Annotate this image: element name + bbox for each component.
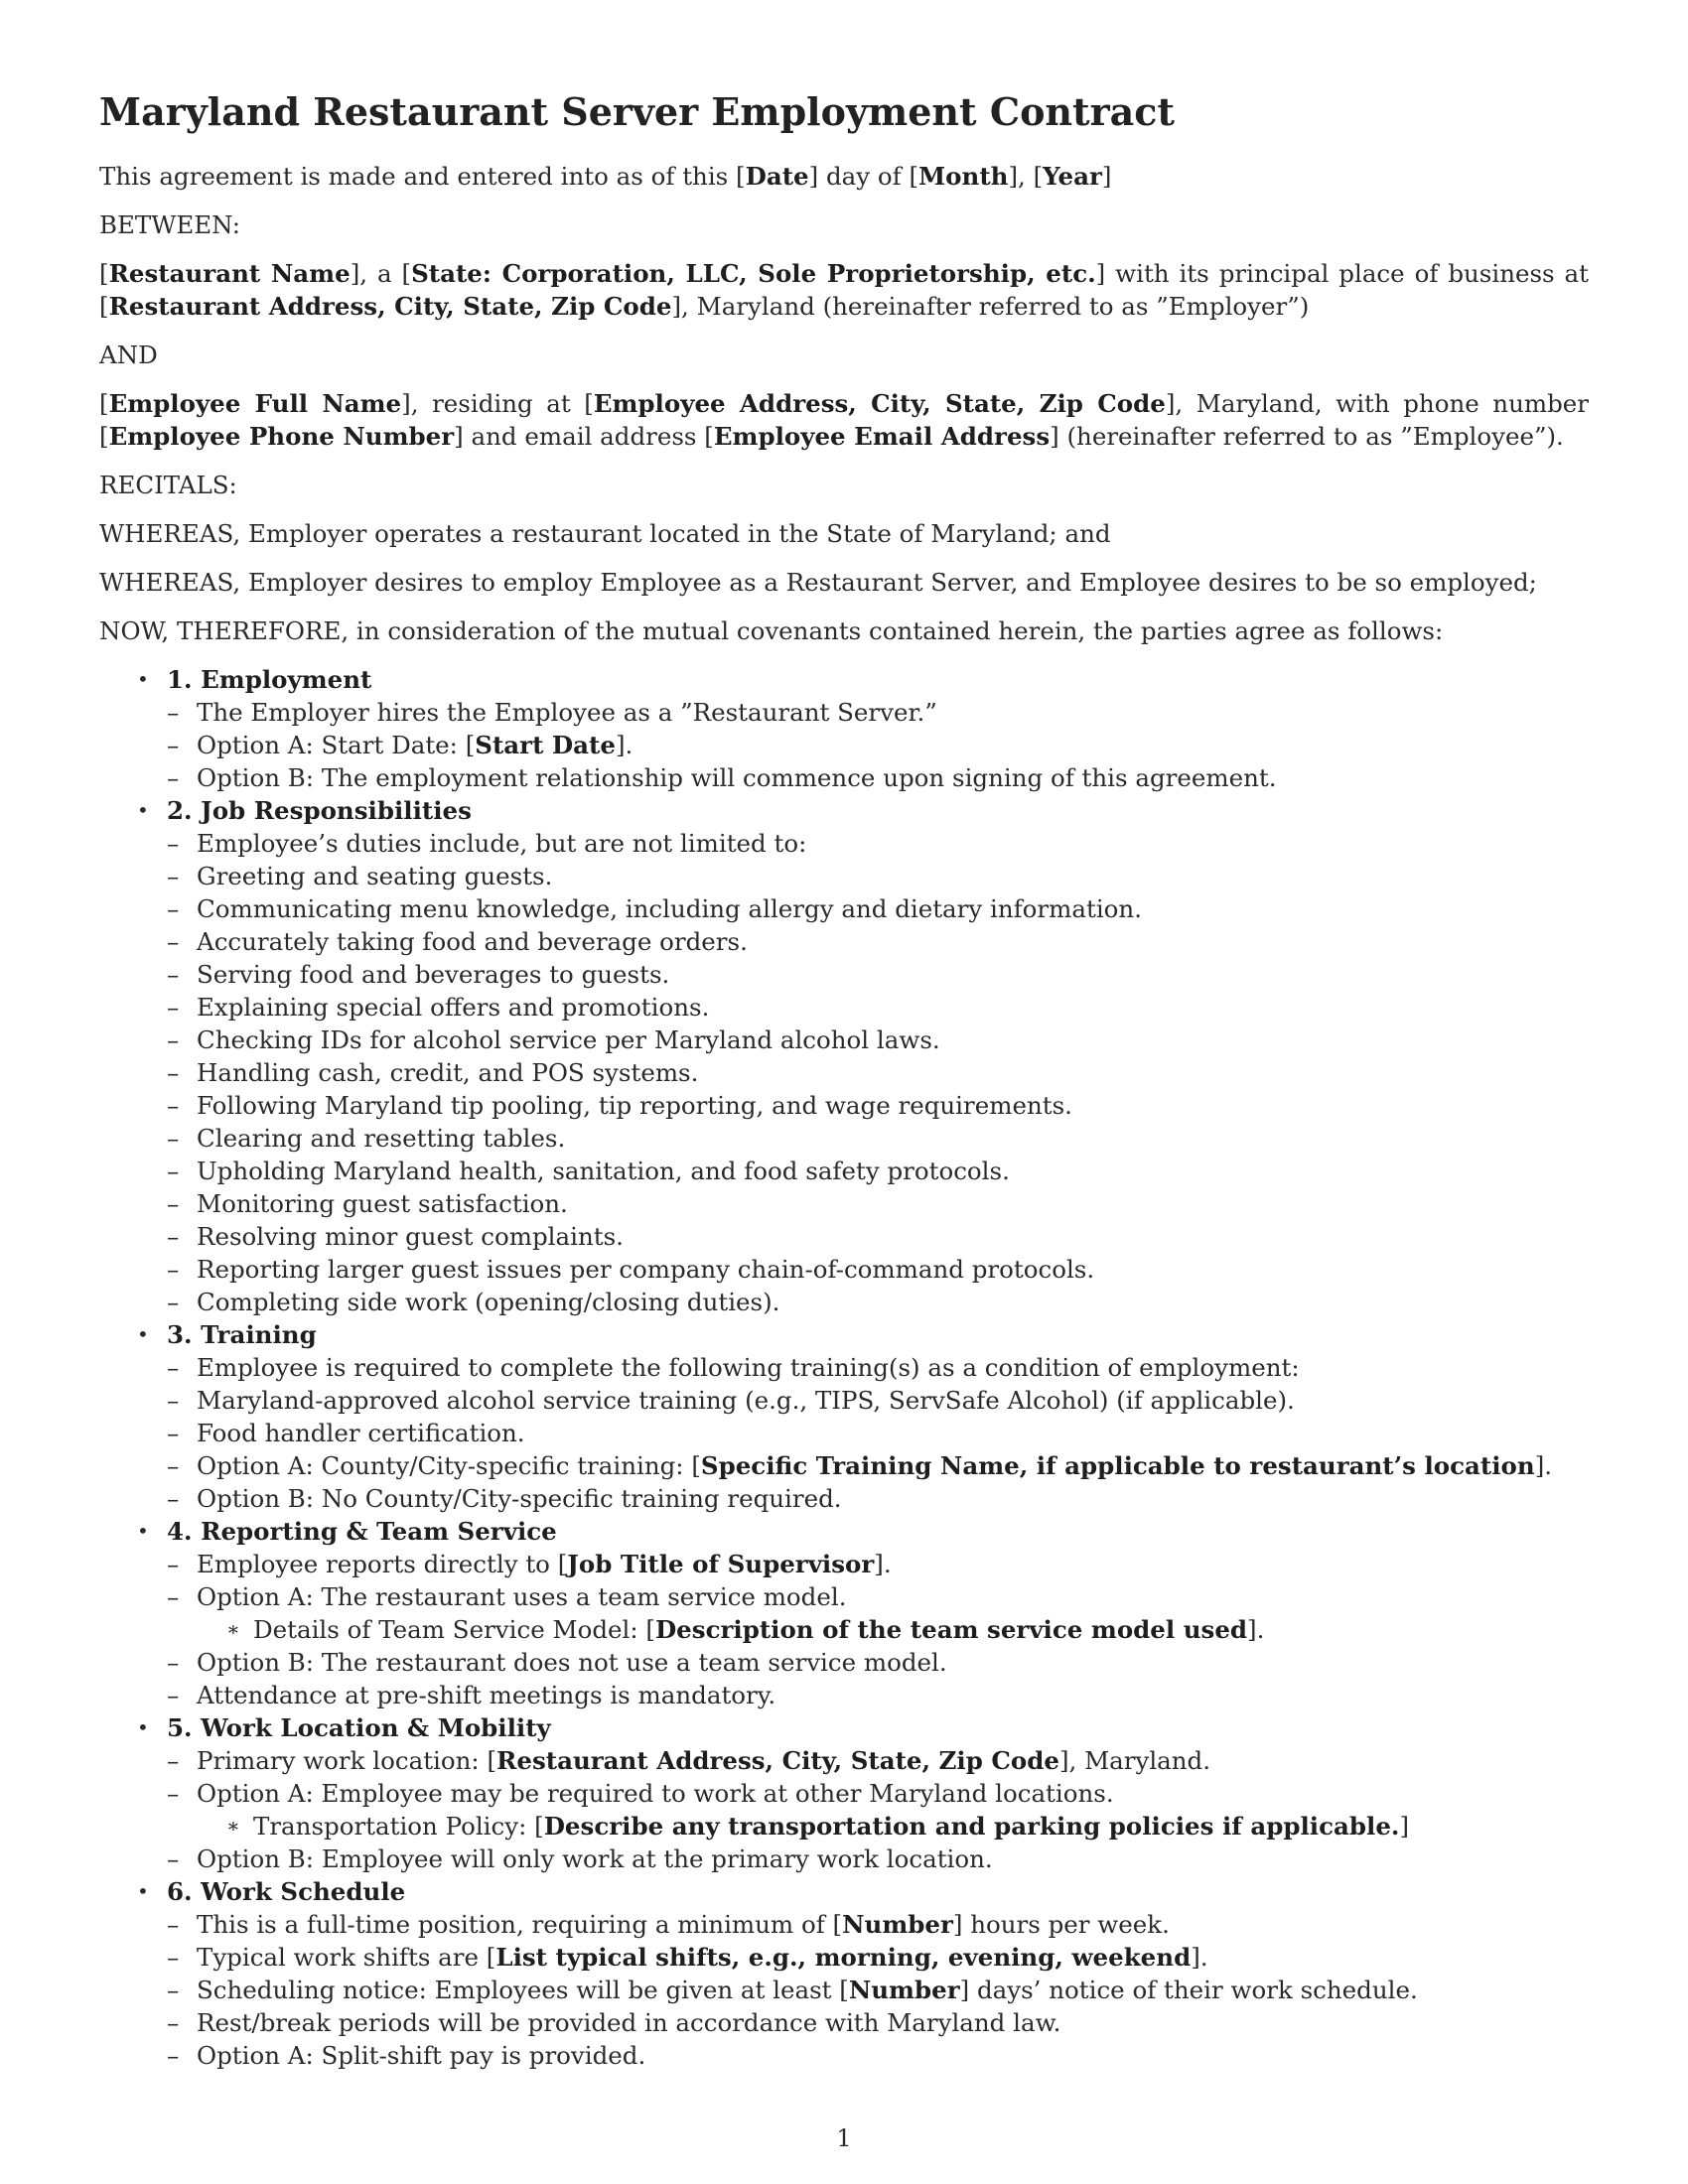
restaurant-address-placeholder: Restaurant Address, City, State, Zip Code <box>108 292 672 321</box>
start-date-placeholder: Start Date <box>475 731 616 759</box>
list-item: – Completing side work (opening/closing duties). <box>167 1288 780 1316</box>
list-item: – Option B: The employment relationship will commence upon signing of this agreement. <box>167 763 1277 792</box>
list-item: – Option A: Start Date: [Start Date]. <box>167 731 633 759</box>
date-placeholder: Date <box>745 162 809 191</box>
list-item: – Attendance at pre-shift meetings is mandatory. <box>167 1681 776 1709</box>
list-item: – Option A: County/City-specific training: [Specific Training Name, if applicable to restaurant’s location]. <box>167 1451 1553 1480</box>
hours-placeholder: Number <box>842 1910 953 1939</box>
list-item: – Employee is required to complete the following training(s) as a condition of employment: <box>167 1353 1300 1382</box>
list-item: – Option B: Employee will only work at the primary work location. <box>167 1844 993 1873</box>
list-item: – Accurately taking food and beverage orders. <box>167 927 748 956</box>
page-number: 1 <box>836 2124 852 2152</box>
business-type-placeholder: State: Corporation, LLC, Sole Proprietorship, etc. <box>411 259 1096 288</box>
and-label: AND <box>99 341 158 369</box>
bullet: • <box>137 1519 149 1543</box>
month-placeholder: Month <box>918 162 1009 191</box>
section-reporting-team-service <box>99 1515 1589 1711</box>
employee-email-placeholder: Employee Email Address <box>713 422 1051 451</box>
bullet: • <box>137 798 149 822</box>
employee-phone-placeholder: Employee Phone Number <box>108 422 455 451</box>
list-item: – Maryland-approved alcohol service training (e.g., TIPS, ServSafe Alcohol) (if applicable). <box>167 1386 1295 1415</box>
bullet: • <box>137 1715 149 1739</box>
team-model-placeholder: Description of the team service model used <box>654 1615 1248 1644</box>
bullet: • <box>137 1879 149 1903</box>
list-item: – Rest/break periods will be provided in accordance with Maryland law. <box>167 2008 1061 2037</box>
list-item: – Employee reports directly to [Job Title of Supervisor]. <box>167 1550 892 1578</box>
bullet: • <box>137 1322 149 1346</box>
section-training <box>99 1318 1589 1515</box>
sections-list <box>99 663 1589 2072</box>
year-placeholder: Year <box>1043 162 1102 191</box>
list-item: – Serving food and beverages to guests. <box>167 960 670 989</box>
list-item: – Greeting and seating guests. <box>167 862 553 890</box>
list-item: – Resolving minor guest complaints. <box>167 1222 624 1251</box>
list-item: – Upholding Maryland health, sanitation, and food safety protocols. <box>167 1157 1010 1185</box>
section-job-responsibilities <box>99 794 1589 1318</box>
between-label: BETWEEN: <box>99 210 240 239</box>
work-location-placeholder: Restaurant Address, City, State, Zip Code <box>496 1746 1059 1775</box>
list-item: – Handling cash, credit, and POS systems. <box>167 1058 699 1087</box>
transportation-policy-placeholder: Describe any transportation and parking policies if applicable. <box>543 1812 1400 1841</box>
section-work-schedule <box>99 1875 1589 2072</box>
section-employment <box>99 663 1589 794</box>
intro-paragraph: This agreement is made and entered into as of this [Date] day of [Month], [Year] <box>99 162 1112 191</box>
list-item: – Explaining special offers and promotions. <box>167 993 710 1022</box>
supervisor-title-placeholder: Job Title of Supervisor <box>567 1550 875 1578</box>
employee-paragraph: [Employee Full Name], residing at [Employee Address, City, State, Zip Code], Maryland, with phone number [Employee Phone Number] and email address [Employee Email Address] (hereinafter referred to as ”Employee”). <box>99 389 1589 451</box>
document-title: Maryland Restaurant Server Employment Contract <box>99 89 1175 134</box>
recitals-label: RECITALS: <box>99 471 237 499</box>
list-item: – Option B: The restaurant does not use a team service model. <box>167 1648 947 1677</box>
section-title: 2. Job Responsibilities <box>167 796 472 825</box>
sub-list-item: ∗ Details of Team Service Model: [Description of the team service model used]. <box>226 1615 1265 1644</box>
training-name-placeholder: Specific Training Name, if applicable to restaurant’s location <box>700 1451 1535 1480</box>
list-item: – Scheduling notice: Employees will be given at least [Number] days’ notice of their work schedule. <box>167 1976 1418 2004</box>
list-item: – This is a full-time position, requiring a minimum of [Number] hours per week. <box>167 1910 1170 1939</box>
document-page <box>99 84 1589 2072</box>
section-title: 3. Training <box>167 1320 317 1349</box>
list-item: – Checking IDs for alcohol service per Maryland alcohol laws. <box>167 1025 940 1054</box>
list-item: – Option A: The restaurant uses a team service model. ∗ Details of Team Service Model: [Description of the team service model used]. <box>167 1580 1589 1646</box>
section-title: 6. Work Schedule <box>167 1877 406 1906</box>
list-item: – Option A: Split-shift pay is provided. <box>167 2041 646 2070</box>
shifts-placeholder: List typical shifts, e.g., morning, evening, weekend <box>495 1943 1192 1972</box>
section-title: 4. Reporting & Team Service <box>167 1517 557 1546</box>
whereas-1: WHEREAS, Employer operates a restaurant located in the State of Maryland; and <box>99 519 1111 548</box>
list-item: – Clearing and resetting tables. <box>167 1124 566 1153</box>
section-work-location <box>99 1711 1589 1875</box>
whereas-2: WHEREAS, Employer desires to employ Employee as a Restaurant Server, and Employee desires to be so employed; <box>99 568 1537 597</box>
list-item: – Food handler certification. <box>167 1419 525 1447</box>
employee-address-placeholder: Employee Address, City, State, Zip Code <box>593 389 1166 418</box>
list-item: – Monitoring guest satisfaction. <box>167 1189 568 1218</box>
employee-name-placeholder: Employee Full Name <box>108 389 402 418</box>
restaurant-name-placeholder: Restaurant Name <box>108 259 351 288</box>
notice-days-placeholder: Number <box>848 1976 960 2004</box>
list-item: – Primary work location: [Restaurant Address, City, State, Zip Code], Maryland. <box>167 1746 1211 1775</box>
list-item: – Communicating menu knowledge, including allergy and dietary information. <box>167 894 1142 923</box>
bullet: • <box>137 667 149 691</box>
section-title: 1. Employment <box>167 665 372 694</box>
section-title: 5. Work Location & Mobility <box>167 1713 551 1742</box>
list-item: – Reporting larger guest issues per company chain-of-command protocols. <box>167 1255 1095 1284</box>
list-item: – Option B: No County/City-specific training required. <box>167 1484 842 1513</box>
now-therefore: NOW, THEREFORE, in consideration of the mutual covenants contained herein, the parties agree as follows: <box>99 616 1444 645</box>
list-item: – Option A: Employee may be required to work at other Maryland locations. ∗ Transportation Policy: [Describe any transportation and parking policies if applicable.] <box>167 1777 1589 1843</box>
sub-list-item: ∗ Transportation Policy: [Describe any transportation and parking policies if applicable.] <box>226 1812 1410 1841</box>
list-item: – Typical work shifts are [List typical shifts, e.g., morning, evening, weekend]. <box>167 1943 1208 1972</box>
list-item: – The Employer hires the Employee as a ”Restaurant Server.” <box>167 698 937 727</box>
list-item: – Employee’s duties include, but are not limited to: <box>167 829 807 858</box>
list-item: – Following Maryland tip pooling, tip reporting, and wage requirements. <box>167 1091 1072 1120</box>
employer-paragraph: [Restaurant Name], a [State: Corporation, LLC, Sole Proprietorship, etc.] with its principal place of business at [Restaurant Address, City, State, Zip Code], Maryland (hereinafter referred to as ”Employer”) <box>99 259 1590 321</box>
